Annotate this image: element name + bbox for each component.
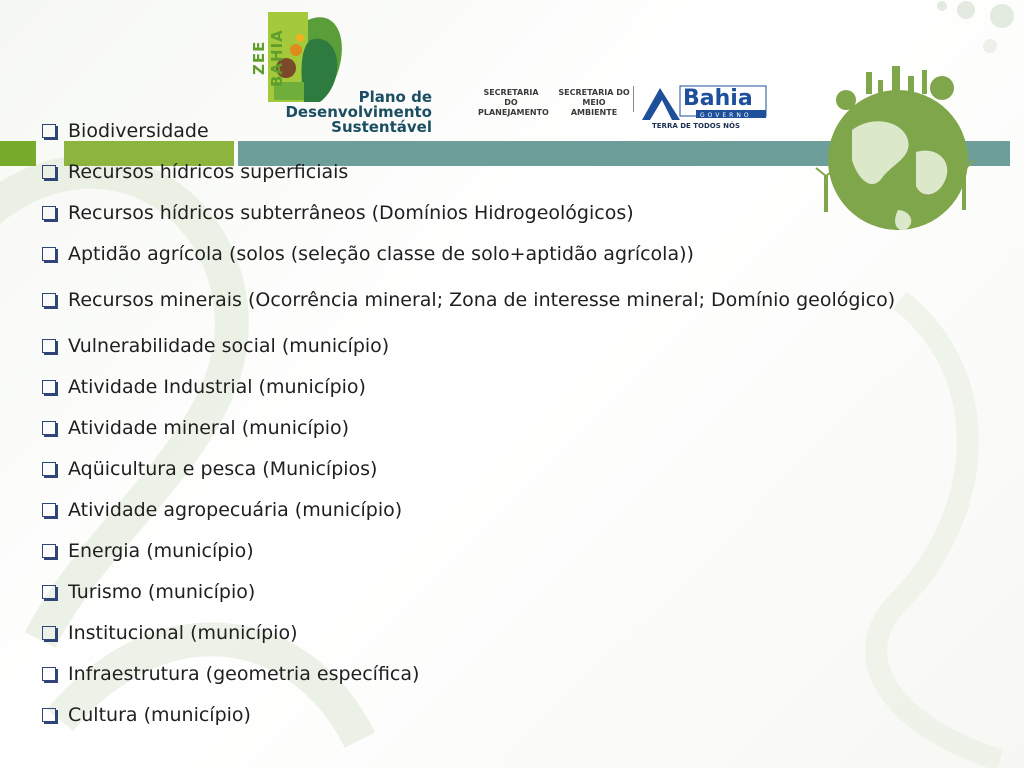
secretaria-meio-ambiente-line-1: SECRETARIA DO	[558, 88, 630, 97]
checkbox-bullet-icon	[42, 206, 56, 220]
bahia-governo: GOVERNO	[700, 112, 752, 119]
checkbox-bullet-icon	[42, 339, 56, 353]
checkbox-bullet-icon	[42, 667, 56, 681]
list-item	[40, 202, 940, 224]
checkbox-bullet-icon	[42, 708, 56, 722]
list-item-text: Biodiversidade	[68, 120, 209, 142]
logo-line-2: Desenvolvimento	[285, 103, 432, 121]
checkbox-bullet-icon	[42, 626, 56, 640]
list-item-text: Institucional (município)	[68, 622, 298, 644]
secretaria-meio-ambiente-line-2: MEIO AMBIENTE	[570, 98, 618, 117]
logo-side-text: ZEE BAHIA	[250, 29, 286, 87]
bahia-word: Bahia	[683, 86, 753, 111]
list-item-text: Recursos minerais (Ocorrência mineral; Zona de interesse mineral; Domínio geológico)	[68, 289, 896, 311]
list-item-text: Aqüicultura e pesca (Municípios)	[68, 458, 378, 480]
checkbox-bullet-icon	[42, 503, 56, 517]
logo-line-1: Plano de	[358, 88, 432, 106]
secretaria-planejamento	[478, 88, 549, 118]
list-item	[40, 335, 940, 357]
list-item	[40, 581, 940, 603]
checkbox-bullet-icon	[42, 380, 56, 394]
list-item	[40, 458, 940, 480]
bahia-tagline: TERRA DE TODOS NÓS	[652, 122, 741, 130]
checkbox-bullet-icon	[42, 585, 56, 599]
list-item-text: Atividade mineral (município)	[68, 417, 350, 439]
list-item	[40, 161, 940, 183]
list-item-text: Aptidão agrícola (solos (seleção classe de solo+aptidão agrícola))	[68, 243, 694, 265]
list-item-text: Atividade agropecuária (município)	[68, 499, 403, 521]
list-item-text: Vulnerabilidade social (município)	[68, 335, 390, 357]
list-item-text: Cultura (município)	[68, 704, 251, 726]
list-item-text: Energia (município)	[68, 540, 254, 562]
list-item	[40, 499, 940, 521]
list-item	[40, 243, 940, 265]
list-item	[40, 284, 948, 316]
header-stripe-green	[0, 141, 36, 166]
list-item-text: Turismo (município)	[68, 581, 256, 603]
checkbox-bullet-icon	[42, 165, 56, 179]
topics-list	[40, 120, 940, 726]
list-item	[40, 704, 940, 726]
secretaria-meio-ambiente	[558, 88, 630, 118]
list-item	[40, 417, 940, 439]
checkbox-bullet-icon	[42, 462, 56, 476]
list-item-text: Infraestrutura (geometria específica)	[68, 663, 420, 685]
logo-line-3: Sustentável	[331, 118, 432, 136]
list-item	[40, 663, 940, 685]
list-item	[40, 622, 940, 644]
list-item	[40, 120, 940, 142]
list-item-text: Recursos hídricos subterrâneos (Domínios Hidrogeológicos)	[68, 202, 634, 224]
header-divider	[633, 86, 634, 112]
checkbox-bullet-icon	[42, 544, 56, 558]
secretaria-planejamento-line-2: PLANEJAMENTO	[478, 108, 549, 117]
checkbox-bullet-icon	[42, 293, 56, 307]
list-item-text: Atividade Industrial (município)	[68, 376, 366, 398]
list-item	[40, 540, 940, 562]
secretaria-planejamento-line-1: SECRETARIA DO	[483, 88, 539, 107]
checkbox-bullet-icon	[42, 421, 56, 435]
decorative-dots	[930, 0, 1024, 60]
checkbox-bullet-icon	[42, 124, 56, 138]
checkbox-bullet-icon	[42, 247, 56, 261]
list-item-text: Recursos hídricos superficiais	[68, 161, 349, 183]
list-item	[40, 376, 940, 398]
